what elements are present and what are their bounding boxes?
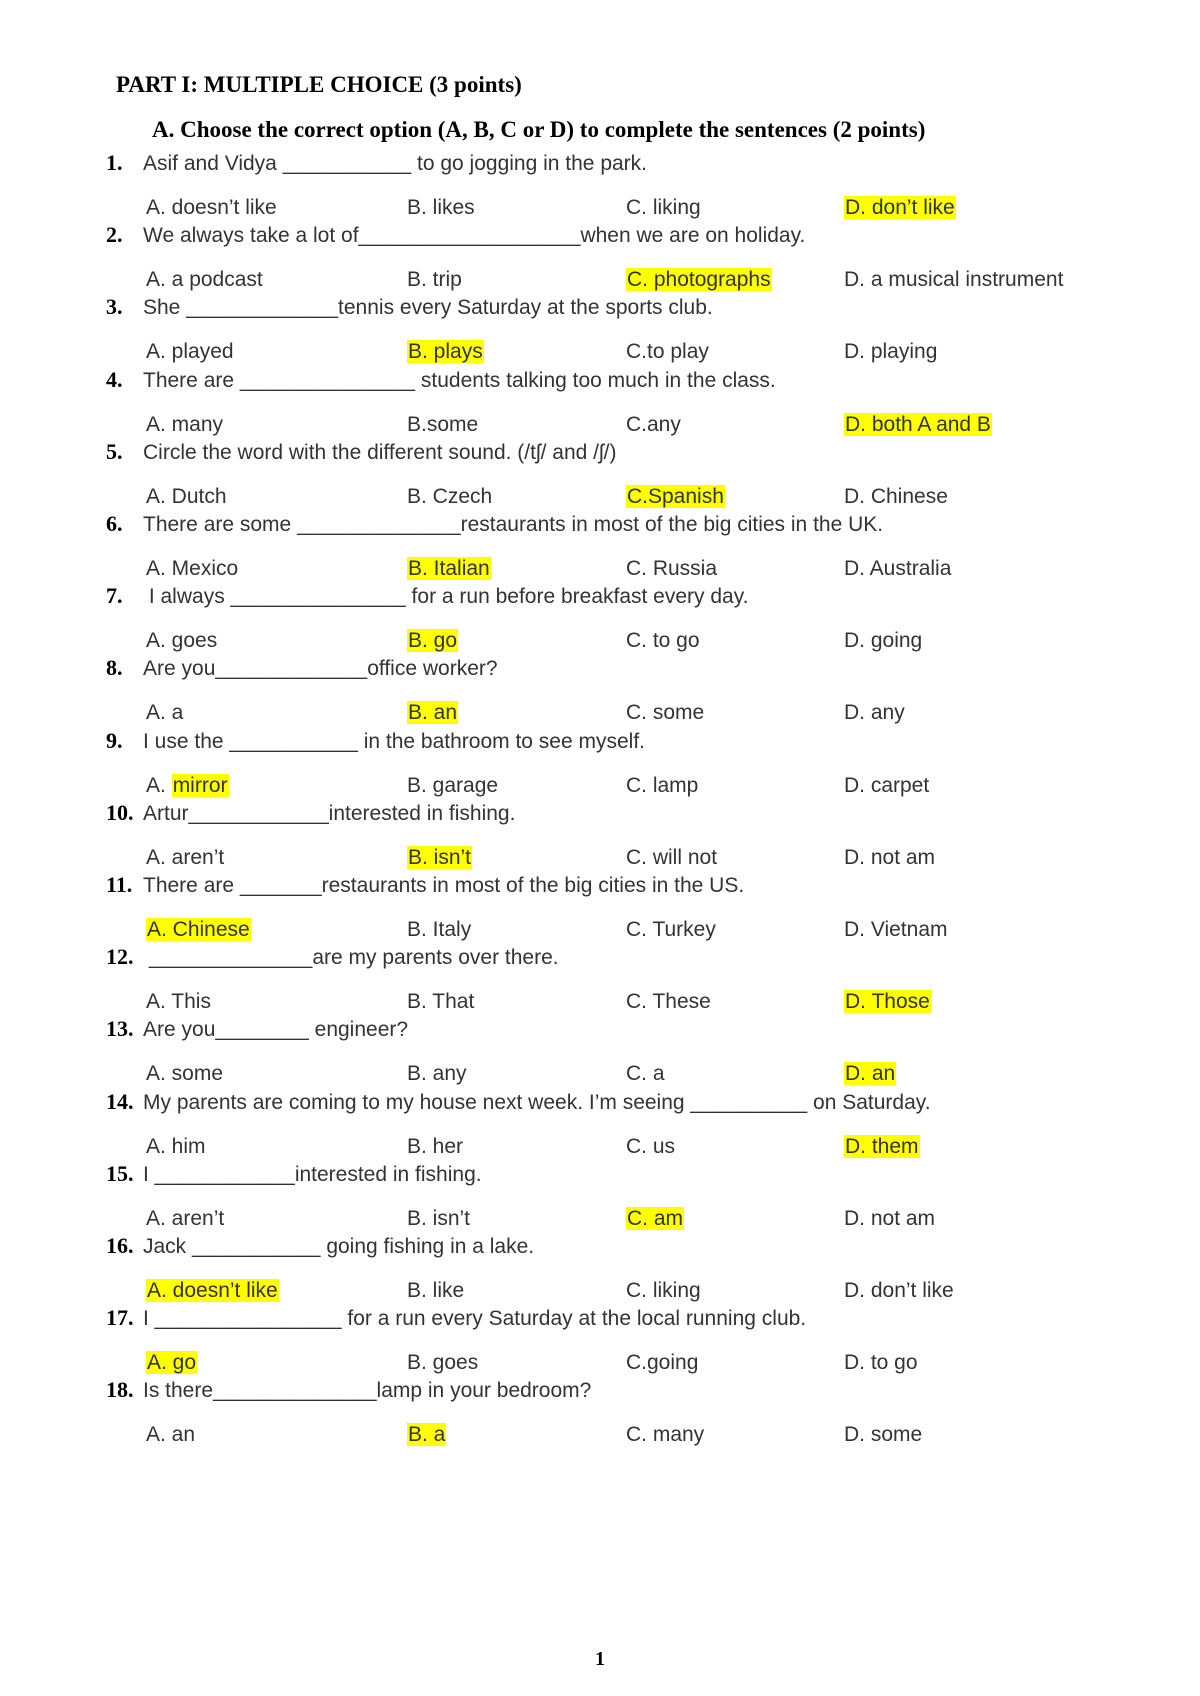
answer-option-d bbox=[844, 268, 1063, 292]
answer-option-b bbox=[407, 1207, 470, 1231]
option-text: C. These bbox=[626, 990, 711, 1013]
option-text: C. lamp bbox=[626, 774, 699, 797]
question-text: Jack ___________ going fishing in a lake. bbox=[143, 1235, 535, 1258]
question-number: 11. bbox=[106, 872, 133, 897]
answer-option-d bbox=[844, 1062, 896, 1086]
highlighted-answer: D. don’t like bbox=[845, 196, 955, 219]
option-text: D. carpet bbox=[844, 774, 930, 797]
question-line bbox=[106, 1089, 931, 1115]
highlighted-answer: C. am bbox=[627, 1207, 684, 1230]
answer-option-b bbox=[407, 1279, 464, 1303]
question-item bbox=[106, 1089, 1166, 1167]
question-text: I ________________ for a run every Saturday at the local running club. bbox=[143, 1307, 807, 1330]
answer-option-b bbox=[407, 1423, 446, 1447]
question-text: Artur____________interested in fishing. bbox=[143, 802, 516, 825]
option-text: D. don’t like bbox=[844, 1279, 954, 1302]
option-text: D. a musical instrument bbox=[844, 268, 1064, 291]
question-line bbox=[106, 367, 776, 393]
answer-option-c bbox=[626, 557, 717, 581]
option-text: A. bbox=[146, 774, 172, 797]
answer-option-c bbox=[626, 774, 698, 798]
question-line bbox=[106, 150, 647, 176]
answer-option-a bbox=[146, 557, 238, 581]
question-item bbox=[106, 872, 1166, 950]
answer-option-c bbox=[626, 485, 725, 509]
question-number: 14. bbox=[106, 1089, 134, 1114]
option-text: A. goes bbox=[146, 629, 218, 652]
question-number: 17. bbox=[106, 1305, 134, 1330]
answer-option-b bbox=[407, 1135, 463, 1159]
answer-option-d bbox=[844, 1351, 918, 1375]
question-number: 18. bbox=[106, 1377, 134, 1402]
answer-option-c bbox=[626, 268, 772, 292]
option-text: C. a bbox=[626, 1062, 665, 1085]
question-item bbox=[106, 294, 1166, 372]
question-number: 8. bbox=[106, 655, 123, 680]
option-text: C.to play bbox=[626, 340, 709, 363]
option-text: A. some bbox=[146, 1062, 224, 1085]
answer-option-a bbox=[146, 846, 224, 870]
question-number: 2. bbox=[106, 222, 123, 247]
question-line bbox=[106, 511, 883, 537]
highlighted-answer: A. Chinese bbox=[147, 918, 250, 941]
option-text: D. Chinese bbox=[844, 485, 948, 508]
option-text: D. going bbox=[844, 629, 923, 652]
question-number: 1. bbox=[106, 150, 123, 175]
highlighted-answer: D. an bbox=[845, 1062, 896, 1085]
highlighted-answer: A. go bbox=[147, 1351, 197, 1374]
option-text: B. Italy bbox=[407, 918, 472, 941]
question-item bbox=[106, 655, 1166, 733]
option-text: B. likes bbox=[407, 196, 475, 219]
answer-option-c bbox=[626, 1207, 684, 1231]
option-text: B. Czech bbox=[407, 485, 493, 508]
option-text: C. will not bbox=[626, 846, 718, 869]
question-item bbox=[106, 1377, 1166, 1455]
option-text: C. Turkey bbox=[626, 918, 716, 941]
question-item bbox=[106, 150, 1166, 228]
answer-option-d bbox=[844, 1279, 954, 1303]
option-text: B. like bbox=[407, 1279, 465, 1302]
question-number: 7. bbox=[106, 583, 123, 608]
page-number: 1 bbox=[595, 1648, 605, 1670]
answer-option-c bbox=[626, 340, 709, 364]
option-text: D. any bbox=[844, 701, 905, 724]
question-number: 6. bbox=[106, 511, 123, 536]
answer-option-c bbox=[626, 846, 717, 870]
question-text: Is there______________lamp in your bedroom? bbox=[143, 1379, 592, 1402]
question-line bbox=[106, 1305, 806, 1331]
question-line bbox=[106, 944, 559, 970]
answer-option-d bbox=[844, 1135, 920, 1159]
answer-option-a bbox=[146, 1062, 223, 1086]
answer-option-c bbox=[626, 1135, 675, 1159]
option-text: A. Dutch bbox=[146, 485, 227, 508]
option-text: B. isn’t bbox=[407, 1207, 471, 1230]
option-text: C. to go bbox=[626, 629, 700, 652]
option-text: D. to go bbox=[844, 1351, 918, 1374]
answer-option-b bbox=[407, 1351, 478, 1375]
question-text: There are _______restaurants in most of the big cities in the US. bbox=[143, 874, 745, 897]
answer-option-b bbox=[407, 629, 458, 653]
option-text: C. liking bbox=[626, 1279, 701, 1302]
question-number: 5. bbox=[106, 439, 123, 464]
highlighted-answer: D. both A and B bbox=[845, 413, 991, 436]
question-item bbox=[106, 583, 1166, 661]
highlighted-answer: B. plays bbox=[408, 340, 483, 363]
question-line bbox=[106, 294, 713, 320]
highlighted-answer: C.Spanish bbox=[627, 485, 724, 508]
question-number: 16. bbox=[106, 1233, 134, 1258]
answer-option-a bbox=[146, 1135, 206, 1159]
highlighted-answer: B. a bbox=[408, 1423, 446, 1446]
answer-option-b bbox=[407, 340, 484, 364]
question-line bbox=[106, 1161, 482, 1187]
question-number: 12. bbox=[106, 944, 134, 969]
answer-option-c bbox=[626, 196, 701, 220]
answer-option-c bbox=[626, 1279, 701, 1303]
answer-option-d bbox=[844, 340, 937, 364]
answer-option-a bbox=[146, 340, 234, 364]
option-text: A. a bbox=[146, 701, 184, 724]
option-text: C.going bbox=[626, 1351, 699, 1374]
option-text: A. played bbox=[146, 340, 234, 363]
answer-option-c bbox=[626, 990, 711, 1014]
answer-option-a bbox=[146, 1207, 224, 1231]
answer-option-b bbox=[407, 1062, 467, 1086]
option-text: B. goes bbox=[407, 1351, 479, 1374]
answer-option-d bbox=[844, 485, 948, 509]
question-number: 13. bbox=[106, 1016, 134, 1041]
option-text: B.some bbox=[407, 413, 479, 436]
option-text: D. not am bbox=[844, 1207, 936, 1230]
part-title: PART I: MULTIPLE CHOICE (3 points) bbox=[116, 72, 522, 97]
question-text: There are some ______________restaurants in most of the big cities in the UK. bbox=[143, 513, 884, 536]
option-text: C. many bbox=[626, 1423, 705, 1446]
highlighted-answer: B. Italian bbox=[408, 557, 490, 580]
answer-option-c bbox=[626, 1062, 665, 1086]
question-text: Circle the word with the different sound. (/tʃ/ and /ʃ/) bbox=[143, 441, 617, 464]
answer-option-d bbox=[844, 774, 929, 798]
question-text: I ____________interested in fishing. bbox=[143, 1163, 482, 1186]
question-text: I use the ___________ in the bathroom to see myself. bbox=[143, 730, 646, 753]
answer-option-c bbox=[626, 1351, 698, 1375]
answer-option-a bbox=[146, 485, 227, 509]
section-title: A. Choose the correct option (A, B, C or D) to complete the sentences (2 points) bbox=[152, 117, 926, 142]
highlighted-answer: A. doesn’t like bbox=[147, 1279, 278, 1302]
highlighted-answer: B. an bbox=[408, 701, 458, 724]
option-text: B. That bbox=[407, 990, 475, 1013]
question-text: I always _______________ for a run before breakfast every day. bbox=[143, 585, 749, 608]
highlighted-answer: D. Those bbox=[845, 990, 930, 1013]
option-text: B. any bbox=[407, 1062, 467, 1085]
answer-option-b bbox=[407, 846, 472, 870]
answer-option-d bbox=[844, 990, 931, 1014]
question-number: 15. bbox=[106, 1161, 134, 1186]
question-line bbox=[106, 728, 645, 754]
answer-option-b bbox=[407, 268, 462, 292]
answer-option-c bbox=[626, 629, 700, 653]
option-text: D. Australia bbox=[844, 557, 952, 580]
option-text: C. us bbox=[626, 1135, 676, 1158]
answer-option-a bbox=[146, 413, 223, 437]
option-text: D. some bbox=[844, 1423, 923, 1446]
question-text: We always take a lot of___________________when we are on holiday. bbox=[143, 224, 806, 247]
question-text: Asif and Vidya ___________ to go jogging in the park. bbox=[143, 152, 647, 175]
answer-option-a bbox=[146, 196, 277, 220]
question-item bbox=[106, 1016, 1166, 1094]
option-text: A. a podcast bbox=[146, 268, 263, 291]
highlighted-answer: mirror bbox=[172, 774, 228, 797]
answer-option-a bbox=[146, 990, 211, 1014]
question-item bbox=[106, 1161, 1166, 1239]
highlighted-answer: C. photographs bbox=[627, 268, 771, 291]
option-text: B. her bbox=[407, 1135, 464, 1158]
option-text: C. liking bbox=[626, 196, 701, 219]
question-item bbox=[106, 1305, 1166, 1383]
question-text: My parents are coming to my house next week. I’m seeing __________ on Saturday. bbox=[143, 1091, 931, 1114]
answer-option-c bbox=[626, 413, 681, 437]
question-line bbox=[106, 655, 498, 681]
question-text: ______________are my parents over there. bbox=[143, 946, 559, 969]
option-text: A. him bbox=[146, 1135, 206, 1158]
answer-option-b bbox=[407, 918, 471, 942]
answer-option-b bbox=[407, 485, 492, 509]
answer-option-b bbox=[407, 557, 491, 581]
question-line bbox=[106, 1016, 408, 1042]
highlighted-answer: D. them bbox=[845, 1135, 919, 1158]
option-text: D. Vietnam bbox=[844, 918, 948, 941]
answer-option-a bbox=[146, 1279, 279, 1303]
question-line bbox=[106, 583, 749, 609]
highlighted-answer: B. isn’t bbox=[408, 846, 472, 869]
question-item bbox=[106, 728, 1166, 806]
option-text: C. some bbox=[626, 701, 705, 724]
answer-option-a bbox=[146, 918, 251, 942]
answer-option-a bbox=[146, 1351, 197, 1375]
option-text: A. many bbox=[146, 413, 224, 436]
answer-option-b bbox=[407, 413, 478, 437]
question-line bbox=[106, 1377, 591, 1403]
question-line bbox=[106, 222, 805, 248]
question-item bbox=[106, 439, 1166, 517]
highlighted-answer: B. go bbox=[408, 629, 458, 652]
question-line bbox=[106, 439, 617, 465]
option-text: A. aren’t bbox=[146, 846, 225, 869]
question-text: Are you________ engineer? bbox=[143, 1018, 409, 1041]
option-text: B. garage bbox=[407, 774, 499, 797]
answer-option-b bbox=[407, 990, 474, 1014]
question-number: 10. bbox=[106, 800, 134, 825]
question-number: 3. bbox=[106, 294, 123, 319]
option-text: C. Russia bbox=[626, 557, 718, 580]
question-line bbox=[106, 800, 515, 826]
answer-option-d bbox=[844, 1207, 935, 1231]
answer-option-d bbox=[844, 557, 951, 581]
option-text: A. aren’t bbox=[146, 1207, 225, 1230]
option-text: D. playing bbox=[844, 340, 938, 363]
question-item bbox=[106, 944, 1166, 1022]
answer-option-b bbox=[407, 196, 475, 220]
answer-option-d bbox=[844, 196, 956, 220]
question-text: She _____________tennis every Saturday at the sports club. bbox=[143, 296, 713, 319]
answer-option-d bbox=[844, 918, 948, 942]
question-item bbox=[106, 367, 1166, 445]
answer-option-d bbox=[844, 846, 935, 870]
question-text: Are you_____________office worker? bbox=[143, 657, 498, 680]
answer-option-d bbox=[844, 413, 992, 437]
answer-option-a bbox=[146, 268, 263, 292]
option-text: A. This bbox=[146, 990, 211, 1013]
answer-option-d bbox=[844, 629, 922, 653]
question-text: There are _______________ students talking too much in the class. bbox=[143, 369, 776, 392]
answer-option-a bbox=[146, 774, 229, 798]
answer-option-d bbox=[844, 1423, 922, 1447]
answer-option-b bbox=[407, 701, 458, 725]
option-text: D. not am bbox=[844, 846, 936, 869]
option-text: A. an bbox=[146, 1423, 196, 1446]
question-item bbox=[106, 511, 1166, 589]
option-text: A. Mexico bbox=[146, 557, 239, 580]
question-number: 9. bbox=[106, 728, 123, 753]
option-text: B. trip bbox=[407, 268, 462, 291]
question-item bbox=[106, 800, 1166, 878]
answer-option-a bbox=[146, 629, 217, 653]
answer-option-c bbox=[626, 701, 704, 725]
option-text: A. doesn’t like bbox=[146, 196, 277, 219]
question-item bbox=[106, 222, 1166, 300]
question-number: 4. bbox=[106, 367, 123, 392]
question-item bbox=[106, 1233, 1166, 1311]
question-line bbox=[106, 872, 744, 898]
option-text: C.any bbox=[626, 413, 681, 436]
question-line bbox=[106, 1233, 534, 1259]
answer-option-c bbox=[626, 918, 716, 942]
answer-option-b bbox=[407, 774, 498, 798]
answer-option-a bbox=[146, 701, 183, 725]
answer-option-c bbox=[626, 1423, 704, 1447]
answer-option-d bbox=[844, 701, 905, 725]
answer-option-a bbox=[146, 1423, 195, 1447]
